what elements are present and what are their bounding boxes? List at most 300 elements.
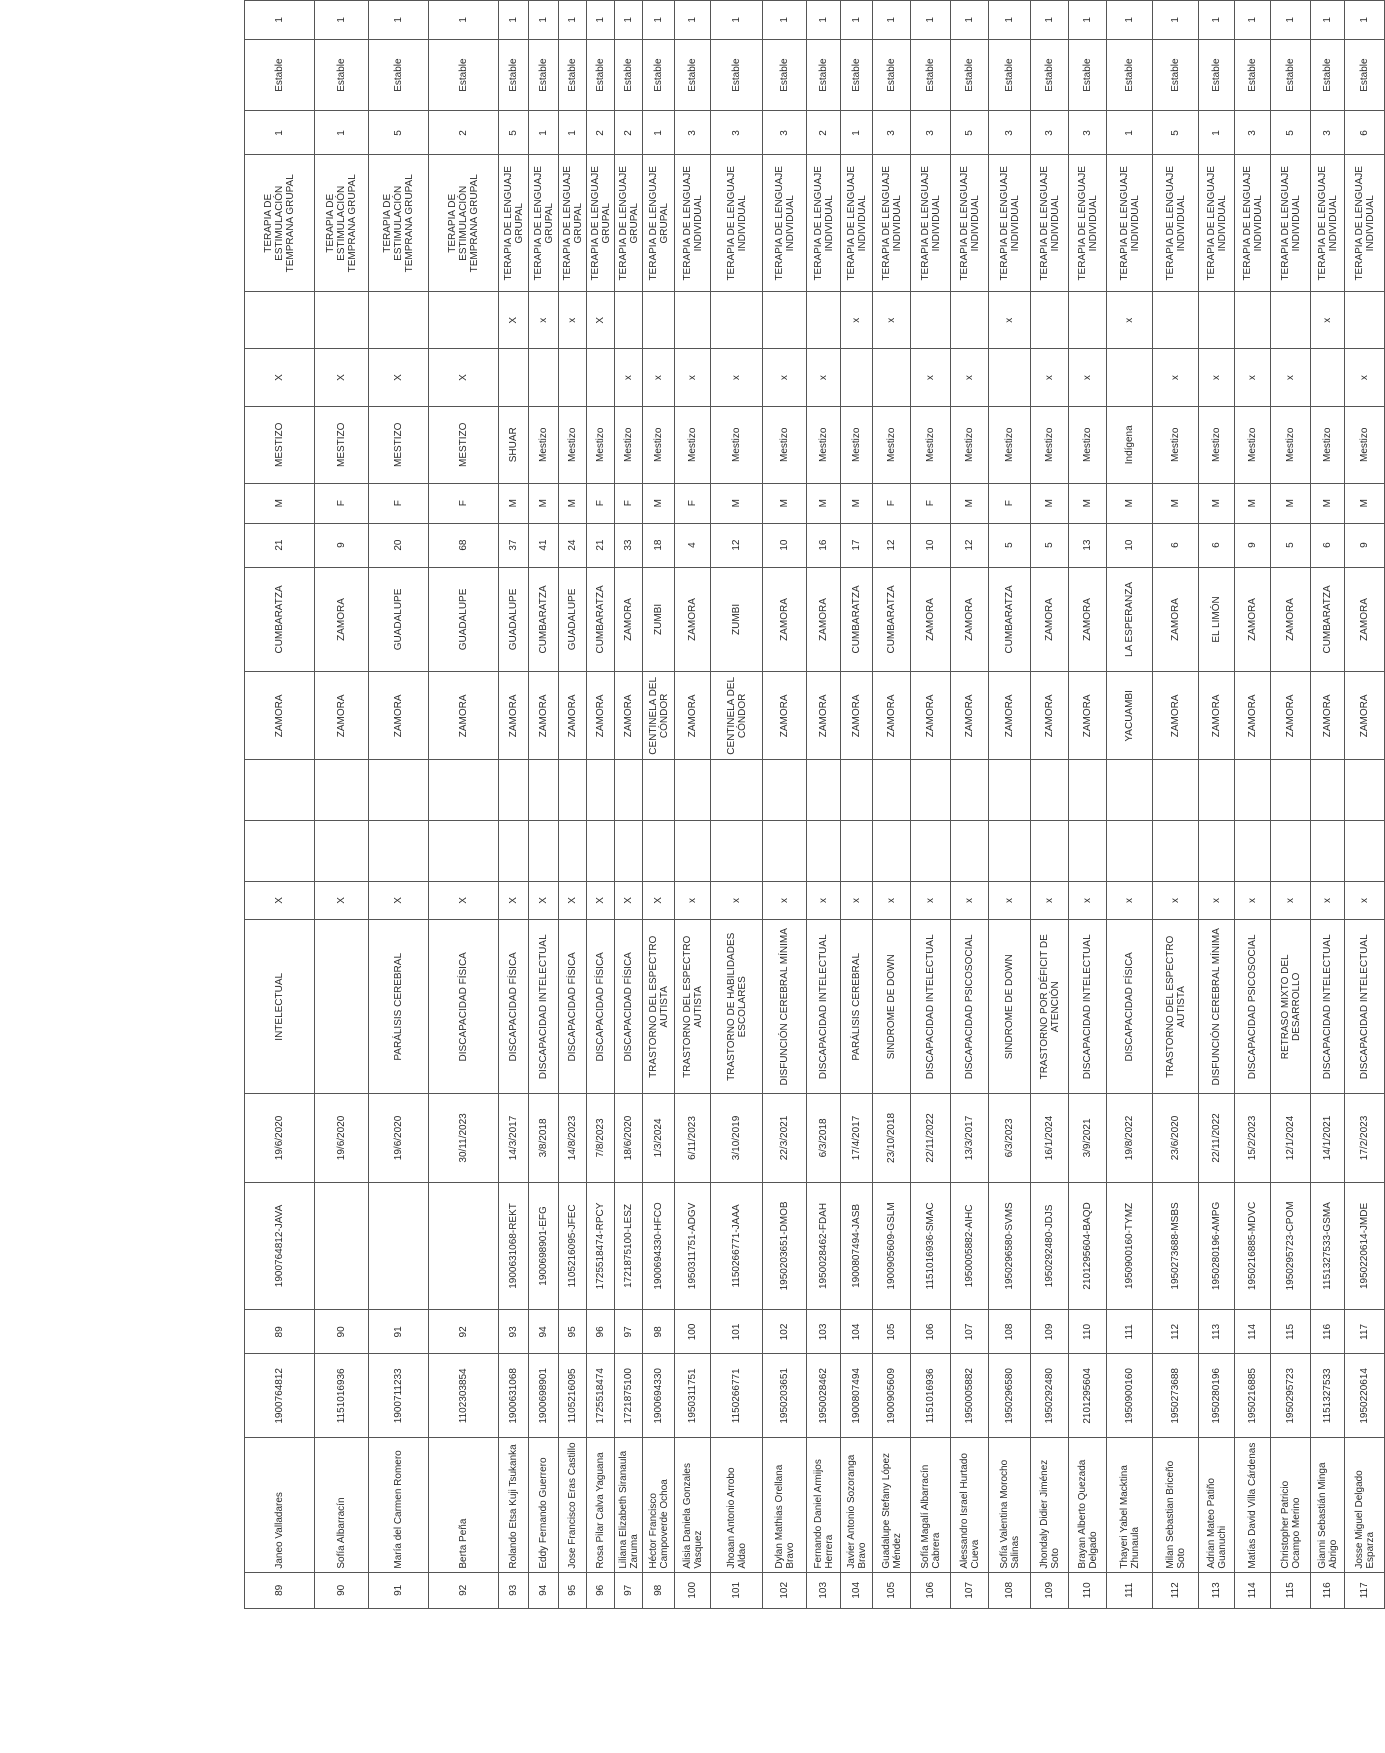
quantity-cell: 1 bbox=[1031, 1, 1069, 40]
record-code-cell: 1950296580-SVMS bbox=[989, 1182, 1031, 1310]
mark-2-cell bbox=[841, 821, 873, 882]
age-cell: 6 bbox=[1199, 523, 1235, 567]
record-number-cell: 105 bbox=[873, 1310, 911, 1354]
full-name-cell: Fernando Daniel Armijos Herrera bbox=[807, 1438, 841, 1572]
date-cell: 12/1/2024 bbox=[1271, 1094, 1311, 1182]
mark-3-cell bbox=[675, 760, 711, 821]
record-number-cell: 111 bbox=[1107, 1310, 1153, 1354]
ethnicity-cell: Mestizo bbox=[873, 406, 911, 483]
parroquia-cell: ZAMORA bbox=[675, 567, 711, 672]
therapy-type-cell: TERAPIA DE LENGUAJE INDIVIDUAL bbox=[1153, 155, 1199, 292]
record-code-cell: 1150266771-JAAA bbox=[711, 1182, 763, 1310]
ethnicity-cell: MESTIZO bbox=[315, 406, 369, 483]
record-code-cell: 1900905609-GSLM bbox=[873, 1182, 911, 1310]
disability-type-cell: DISCAPACIDAD FÍSICA bbox=[429, 920, 499, 1094]
therapy-type-cell: TERAPIA DE ESTIMULACIÓN TEMPRANA GRUPAL bbox=[429, 155, 499, 292]
age-cell: 5 bbox=[989, 523, 1031, 567]
age-cell: 9 bbox=[315, 523, 369, 567]
record-code-cell: 1950005882-AIHC bbox=[951, 1182, 989, 1310]
therapy-type-cell: TERAPIA DE LENGUAJE INDIVIDUAL bbox=[841, 155, 873, 292]
age-cell: 5 bbox=[1271, 523, 1311, 567]
record-code-cell: 1151016936-SMAC bbox=[911, 1182, 951, 1310]
canton-cell: ZAMORA bbox=[873, 672, 911, 760]
record-number-cell: 96 bbox=[587, 1310, 615, 1354]
status-cell: Estable bbox=[529, 39, 559, 111]
full-name-cell: Matías David Villa Cárdenas bbox=[1235, 1438, 1271, 1572]
quantity-cell: 1 bbox=[615, 1, 643, 40]
mark-2-cell bbox=[911, 821, 951, 882]
ethnicity-cell: Mestizo bbox=[1235, 406, 1271, 483]
mark-1-cell: x bbox=[763, 881, 807, 920]
mark-3-cell bbox=[615, 760, 643, 821]
table-row bbox=[675, 1, 711, 1609]
disability-type-cell: DISCAPACIDAD FÍSICA bbox=[587, 920, 615, 1094]
table-row bbox=[1235, 1, 1271, 1609]
sex-cell: M bbox=[1069, 483, 1107, 523]
ethnicity-cell: Mestizo bbox=[529, 406, 559, 483]
patients-table bbox=[244, 0, 1385, 1609]
mark-1-cell: X bbox=[369, 881, 429, 920]
therapy-type-cell: TERAPIA DE LENGUAJE INDIVIDUAL bbox=[711, 155, 763, 292]
mark-2-cell bbox=[643, 821, 675, 882]
sex-cell: M bbox=[711, 483, 763, 523]
table-row bbox=[711, 1, 763, 1609]
session-count-cell: 5 bbox=[499, 111, 529, 155]
mark-2-cell bbox=[315, 821, 369, 882]
age-cell: 4 bbox=[675, 523, 711, 567]
full-name-cell: Guadalupe Stefany López Méndez bbox=[873, 1438, 911, 1572]
record-number-cell: 104 bbox=[841, 1310, 873, 1354]
therapy-type-cell: TERAPIA DE LENGUAJE GRUPAL bbox=[587, 155, 615, 292]
record-code-cell: 1900807494-JASB bbox=[841, 1182, 873, 1310]
record-code-cell: 1721875100-LESZ bbox=[615, 1182, 643, 1310]
sex-cell: M bbox=[245, 483, 315, 523]
therapy-type-cell: TERAPIA DE LENGUAJE INDIVIDUAL bbox=[989, 155, 1031, 292]
record-number-cell: 106 bbox=[911, 1310, 951, 1354]
date-cell: 22/3/2021 bbox=[763, 1094, 807, 1182]
parroquia-cell: ZAMORA bbox=[1345, 567, 1385, 672]
sex-cell: M bbox=[529, 483, 559, 523]
sex-cell: M bbox=[1235, 483, 1271, 523]
table-row bbox=[1199, 1, 1235, 1609]
ethnicity-cell: Mestizo bbox=[615, 406, 643, 483]
disability-type-cell bbox=[315, 920, 369, 1094]
ethnicity-cell: Mestizo bbox=[841, 406, 873, 483]
mark-5-cell bbox=[1271, 292, 1311, 349]
sex-cell: F bbox=[369, 483, 429, 523]
id-number-cell: 1950005882 bbox=[951, 1354, 989, 1438]
mark-5-cell bbox=[807, 292, 841, 349]
therapy-type-cell: TERAPIA DE ESTIMULACIÓN TEMPRANA GRUPAL bbox=[315, 155, 369, 292]
table-row bbox=[429, 1, 499, 1609]
record-code-cell: 1151327533-GSMA bbox=[1311, 1182, 1345, 1310]
age-cell: 68 bbox=[429, 523, 499, 567]
disability-type-cell: DISCAPACIDAD FÍSICA bbox=[499, 920, 529, 1094]
session-count-cell: 3 bbox=[675, 111, 711, 155]
therapy-type-cell: TERAPIA DE LENGUAJE INDIVIDUAL bbox=[1031, 155, 1069, 292]
ethnicity-cell: Mestizo bbox=[1199, 406, 1235, 483]
parroquia-cell: GUADALUPE bbox=[369, 567, 429, 672]
mark-4-cell: X bbox=[315, 349, 369, 406]
row-number-cell: 115 bbox=[1271, 1572, 1311, 1608]
mark-4-cell: x bbox=[1235, 349, 1271, 406]
parroquia-cell: CUMBARATZA bbox=[245, 567, 315, 672]
mark-3-cell bbox=[315, 760, 369, 821]
mark-1-cell: x bbox=[841, 881, 873, 920]
mark-4-cell bbox=[1311, 349, 1345, 406]
mark-1-cell: x bbox=[873, 881, 911, 920]
sex-cell: F bbox=[873, 483, 911, 523]
status-cell: Estable bbox=[1199, 39, 1235, 111]
age-cell: 5 bbox=[1031, 523, 1069, 567]
disability-type-cell: TRASTORNO POR DÉFICIT DE ATENCIÓN bbox=[1031, 920, 1069, 1094]
full-name-cell: Jhoaan Antonio Arrobo Aldao bbox=[711, 1438, 763, 1572]
mark-1-cell: x bbox=[951, 881, 989, 920]
record-number-cell: 93 bbox=[499, 1310, 529, 1354]
disability-type-cell: TRASTORNO DE HABILIDADES ESCOLARES bbox=[711, 920, 763, 1094]
date-cell: 6/11/2023 bbox=[675, 1094, 711, 1182]
quantity-cell: 1 bbox=[315, 1, 369, 40]
canton-cell: ZAMORA bbox=[1345, 672, 1385, 760]
quantity-cell: 1 bbox=[1235, 1, 1271, 40]
row-number-cell: 96 bbox=[587, 1572, 615, 1608]
canton-cell: ZAMORA bbox=[1153, 672, 1199, 760]
row-number-cell: 94 bbox=[529, 1572, 559, 1608]
mark-4-cell bbox=[1107, 349, 1153, 406]
session-count-cell: 1 bbox=[529, 111, 559, 155]
canton-cell: ZAMORA bbox=[763, 672, 807, 760]
session-count-cell: 3 bbox=[911, 111, 951, 155]
ethnicity-cell: Mestizo bbox=[1271, 406, 1311, 483]
table-row bbox=[369, 1, 429, 1609]
mark-3-cell bbox=[873, 760, 911, 821]
quantity-cell: 1 bbox=[841, 1, 873, 40]
status-cell: Estable bbox=[615, 39, 643, 111]
canton-cell: ZAMORA bbox=[989, 672, 1031, 760]
mark-5-cell: x bbox=[529, 292, 559, 349]
mark-1-cell: X bbox=[587, 881, 615, 920]
table-row bbox=[763, 1, 807, 1609]
mark-5-cell bbox=[763, 292, 807, 349]
session-count-cell: 5 bbox=[369, 111, 429, 155]
full-name-cell: Sofía Valentina Morocho Salinas bbox=[989, 1438, 1031, 1572]
date-cell: 3/8/2018 bbox=[529, 1094, 559, 1182]
mark-3-cell bbox=[529, 760, 559, 821]
quantity-cell: 1 bbox=[1069, 1, 1107, 40]
canton-cell: ZAMORA bbox=[911, 672, 951, 760]
mark-5-cell bbox=[643, 292, 675, 349]
disability-type-cell: TRASTORNO DEL ESPECTRO AUTISTA bbox=[675, 920, 711, 1094]
sex-cell: M bbox=[559, 483, 587, 523]
full-name-cell: Alessandro Israel Hurtado Cueva bbox=[951, 1438, 989, 1572]
status-cell: Estable bbox=[675, 39, 711, 111]
canton-cell: ZAMORA bbox=[559, 672, 587, 760]
mark-5-cell bbox=[429, 292, 499, 349]
mark-5-cell: X bbox=[499, 292, 529, 349]
parroquia-cell: ZAMORA bbox=[911, 567, 951, 672]
id-number-cell: 1151016936 bbox=[911, 1354, 951, 1438]
table-row bbox=[1311, 1, 1345, 1609]
table-row bbox=[315, 1, 369, 1609]
disability-type-cell: DISCAPACIDAD FÍSICA bbox=[559, 920, 587, 1094]
disability-type-cell: TRASTORNO DEL ESPECTRO AUTISTA bbox=[643, 920, 675, 1094]
mark-5-cell bbox=[1069, 292, 1107, 349]
mark-5-cell: x bbox=[1311, 292, 1345, 349]
full-name-cell: Josse Miguel Delgado Esparza bbox=[1345, 1438, 1385, 1572]
mark-5-cell bbox=[1031, 292, 1069, 349]
full-name-cell: Eddy Fernando Guerrero bbox=[529, 1438, 559, 1572]
id-number-cell: 1105216095 bbox=[559, 1354, 587, 1438]
mark-3-cell bbox=[643, 760, 675, 821]
status-cell: Estable bbox=[951, 39, 989, 111]
id-number-cell: 1950220614 bbox=[1345, 1354, 1385, 1438]
row-number-cell: 108 bbox=[989, 1572, 1031, 1608]
session-count-cell: 2 bbox=[807, 111, 841, 155]
mark-1-cell: X bbox=[315, 881, 369, 920]
ethnicity-cell: Mestizo bbox=[1069, 406, 1107, 483]
ethnicity-cell: MESTIZO bbox=[429, 406, 499, 483]
table-row bbox=[873, 1, 911, 1609]
quantity-cell: 1 bbox=[1311, 1, 1345, 40]
row-number-cell: 103 bbox=[807, 1572, 841, 1608]
quantity-cell: 1 bbox=[1271, 1, 1311, 40]
mark-2-cell bbox=[615, 821, 643, 882]
mark-4-cell: X bbox=[429, 349, 499, 406]
quantity-cell: 1 bbox=[643, 1, 675, 40]
id-number-cell: 1721875100 bbox=[615, 1354, 643, 1438]
disability-type-cell: DISCAPACIDAD PSICOSOCIAL bbox=[951, 920, 989, 1094]
mark-3-cell bbox=[1199, 760, 1235, 821]
mark-5-cell bbox=[1153, 292, 1199, 349]
mark-3-cell bbox=[1107, 760, 1153, 821]
canton-cell: ZAMORA bbox=[807, 672, 841, 760]
age-cell: 12 bbox=[873, 523, 911, 567]
mark-4-cell: x bbox=[763, 349, 807, 406]
record-code-cell: 1950295723-CPOM bbox=[1271, 1182, 1311, 1310]
therapy-type-cell: TERAPIA DE LENGUAJE INDIVIDUAL bbox=[807, 155, 841, 292]
record-code-cell: 1950280196-AMPG bbox=[1199, 1182, 1235, 1310]
quantity-cell: 1 bbox=[711, 1, 763, 40]
therapy-type-cell: TERAPIA DE LENGUAJE GRUPAL bbox=[615, 155, 643, 292]
mark-3-cell bbox=[1235, 760, 1271, 821]
therapy-type-cell: TERAPIA DE LENGUAJE INDIVIDUAL bbox=[1235, 155, 1271, 292]
disability-type-cell: PARÁLISIS CEREBRAL bbox=[841, 920, 873, 1094]
mark-5-cell bbox=[1235, 292, 1271, 349]
parroquia-cell: CUMBARATZA bbox=[529, 567, 559, 672]
mark-4-cell bbox=[989, 349, 1031, 406]
ethnicity-cell: SHUAR bbox=[499, 406, 529, 483]
age-cell: 6 bbox=[1311, 523, 1345, 567]
quantity-cell: 1 bbox=[807, 1, 841, 40]
mark-1-cell: X bbox=[615, 881, 643, 920]
full-name-cell: Jose Francisco Eras Castillo bbox=[559, 1438, 587, 1572]
ethnicity-cell: Mestizo bbox=[989, 406, 1031, 483]
mark-4-cell bbox=[559, 349, 587, 406]
status-cell: Estable bbox=[369, 39, 429, 111]
sex-cell: F bbox=[429, 483, 499, 523]
parroquia-cell: ZUMBI bbox=[643, 567, 675, 672]
mark-1-cell: x bbox=[711, 881, 763, 920]
ethnicity-cell: MESTIZO bbox=[369, 406, 429, 483]
quantity-cell: 1 bbox=[369, 1, 429, 40]
row-number-cell: 110 bbox=[1069, 1572, 1107, 1608]
ethnicity-cell: Mestizo bbox=[711, 406, 763, 483]
canton-cell: ZAMORA bbox=[1271, 672, 1311, 760]
date-cell: 19/8/2022 bbox=[1107, 1094, 1153, 1182]
therapy-type-cell: TERAPIA DE LENGUAJE GRUPAL bbox=[643, 155, 675, 292]
row-number-cell: 102 bbox=[763, 1572, 807, 1608]
date-cell: 6/3/2023 bbox=[989, 1094, 1031, 1182]
date-cell: 30/11/2023 bbox=[429, 1094, 499, 1182]
id-number-cell: 1150266771 bbox=[711, 1354, 763, 1438]
status-cell: Estable bbox=[429, 39, 499, 111]
disability-type-cell: DISCAPACIDAD INTELECTUAL bbox=[911, 920, 951, 1094]
quantity-cell: 1 bbox=[873, 1, 911, 40]
mark-5-cell: x bbox=[989, 292, 1031, 349]
canton-cell: YACUAMBI bbox=[1107, 672, 1153, 760]
record-code-cell: 1950900160-TYMZ bbox=[1107, 1182, 1153, 1310]
id-number-cell: 1950295723 bbox=[1271, 1354, 1311, 1438]
record-code-cell: 1900631068-REKT bbox=[499, 1182, 529, 1310]
full-name-cell: Alisia Daniela Gonzales Vasquez bbox=[675, 1438, 711, 1572]
full-name-cell: Liliana Elizabeth Siranaula Zaruma bbox=[615, 1438, 643, 1572]
id-number-cell: 1102303854 bbox=[429, 1354, 499, 1438]
age-cell: 6 bbox=[1153, 523, 1199, 567]
record-number-cell: 109 bbox=[1031, 1310, 1069, 1354]
mark-4-cell bbox=[499, 349, 529, 406]
mark-4-cell: x bbox=[951, 349, 989, 406]
row-number-cell: 117 bbox=[1345, 1572, 1385, 1608]
record-number-cell: 89 bbox=[245, 1310, 315, 1354]
mark-2-cell bbox=[1345, 821, 1385, 882]
age-cell: 12 bbox=[951, 523, 989, 567]
row-number-cell: 109 bbox=[1031, 1572, 1069, 1608]
full-name-cell: Milan Sebastian Briceño Soto bbox=[1153, 1438, 1199, 1572]
mark-3-cell bbox=[807, 760, 841, 821]
id-number-cell: 1950292480 bbox=[1031, 1354, 1069, 1438]
session-count-cell: 2 bbox=[429, 111, 499, 155]
canton-cell: ZAMORA bbox=[499, 672, 529, 760]
record-number-cell: 113 bbox=[1199, 1310, 1235, 1354]
mark-5-cell: x bbox=[873, 292, 911, 349]
record-number-cell: 95 bbox=[559, 1310, 587, 1354]
status-cell: Estable bbox=[873, 39, 911, 111]
record-number-cell: 91 bbox=[369, 1310, 429, 1354]
parroquia-cell: ZAMORA bbox=[1153, 567, 1199, 672]
mark-2-cell bbox=[1153, 821, 1199, 882]
session-count-cell: 3 bbox=[711, 111, 763, 155]
mark-1-cell: X bbox=[245, 881, 315, 920]
parroquia-cell: CUMBARATZA bbox=[873, 567, 911, 672]
age-cell: 12 bbox=[711, 523, 763, 567]
mark-5-cell: x bbox=[1107, 292, 1153, 349]
id-number-cell: 1950900160 bbox=[1107, 1354, 1153, 1438]
row-number-cell: 97 bbox=[615, 1572, 643, 1608]
disability-type-cell: DISCAPACIDAD INTELECTUAL bbox=[1311, 920, 1345, 1094]
disability-type-cell: DISCAPACIDAD PSICOSOCIAL bbox=[1235, 920, 1271, 1094]
ethnicity-cell: Mestizo bbox=[1031, 406, 1069, 483]
table-row bbox=[1069, 1, 1107, 1609]
record-code-cell bbox=[429, 1182, 499, 1310]
session-count-cell: 2 bbox=[587, 111, 615, 155]
status-cell: Estable bbox=[1311, 39, 1345, 111]
table-row bbox=[989, 1, 1031, 1609]
mark-4-cell: x bbox=[1153, 349, 1199, 406]
record-code-cell: 1105216095-JFEC bbox=[559, 1182, 587, 1310]
session-count-cell: 1 bbox=[643, 111, 675, 155]
disability-type-cell: DISFUNCIÓN CEREBRAL MÍNIMA bbox=[763, 920, 807, 1094]
session-count-cell: 3 bbox=[763, 111, 807, 155]
quantity-cell: 1 bbox=[911, 1, 951, 40]
table-row bbox=[807, 1, 841, 1609]
canton-cell: ZAMORA bbox=[1235, 672, 1271, 760]
id-number-cell: 1950311751 bbox=[675, 1354, 711, 1438]
age-cell: 37 bbox=[499, 523, 529, 567]
session-count-cell: 1 bbox=[245, 111, 315, 155]
status-cell: Estable bbox=[763, 39, 807, 111]
record-code-cell: 1950292480-JDJS bbox=[1031, 1182, 1069, 1310]
row-number-cell: 95 bbox=[559, 1572, 587, 1608]
id-number-cell: 1900711233 bbox=[369, 1354, 429, 1438]
mark-4-cell: x bbox=[1069, 349, 1107, 406]
mark-2-cell bbox=[1107, 821, 1153, 882]
mark-1-cell: x bbox=[1271, 881, 1311, 920]
canton-cell: ZAMORA bbox=[1031, 672, 1069, 760]
mark-2-cell bbox=[245, 821, 315, 882]
mark-1-cell: x bbox=[989, 881, 1031, 920]
parroquia-cell: GUADALUPE bbox=[429, 567, 499, 672]
age-cell: 17 bbox=[841, 523, 873, 567]
sex-cell: M bbox=[643, 483, 675, 523]
row-number-cell: 92 bbox=[429, 1572, 499, 1608]
record-code-cell bbox=[369, 1182, 429, 1310]
mark-3-cell bbox=[1153, 760, 1199, 821]
full-name-cell: Héctor Francisco Campoverde Ochoa bbox=[643, 1438, 675, 1572]
record-code-cell bbox=[315, 1182, 369, 1310]
mark-3-cell bbox=[499, 760, 529, 821]
session-count-cell: 5 bbox=[951, 111, 989, 155]
mark-1-cell: x bbox=[1031, 881, 1069, 920]
session-count-cell: 1 bbox=[559, 111, 587, 155]
record-number-cell: 101 bbox=[711, 1310, 763, 1354]
mark-5-cell: X bbox=[587, 292, 615, 349]
mark-2-cell bbox=[1069, 821, 1107, 882]
sex-cell: F bbox=[989, 483, 1031, 523]
row-number-cell: 114 bbox=[1235, 1572, 1271, 1608]
row-number-cell: 91 bbox=[369, 1572, 429, 1608]
date-cell: 16/1/2024 bbox=[1031, 1094, 1069, 1182]
sex-cell: F bbox=[911, 483, 951, 523]
mark-4-cell: x bbox=[807, 349, 841, 406]
ethnicity-cell: MESTIZO bbox=[245, 406, 315, 483]
canton-cell: ZAMORA bbox=[429, 672, 499, 760]
quantity-cell: 1 bbox=[587, 1, 615, 40]
record-number-cell: 98 bbox=[643, 1310, 675, 1354]
age-cell: 24 bbox=[559, 523, 587, 567]
quantity-cell: 1 bbox=[1199, 1, 1235, 40]
mark-3-cell bbox=[1031, 760, 1069, 821]
mark-5-cell bbox=[911, 292, 951, 349]
mark-1-cell: x bbox=[1345, 881, 1385, 920]
mark-3-cell bbox=[951, 760, 989, 821]
mark-4-cell: x bbox=[711, 349, 763, 406]
mark-2-cell bbox=[989, 821, 1031, 882]
row-number-cell: 111 bbox=[1107, 1572, 1153, 1608]
age-cell: 41 bbox=[529, 523, 559, 567]
mark-5-cell bbox=[711, 292, 763, 349]
age-cell: 16 bbox=[807, 523, 841, 567]
canton-cell: ZAMORA bbox=[615, 672, 643, 760]
